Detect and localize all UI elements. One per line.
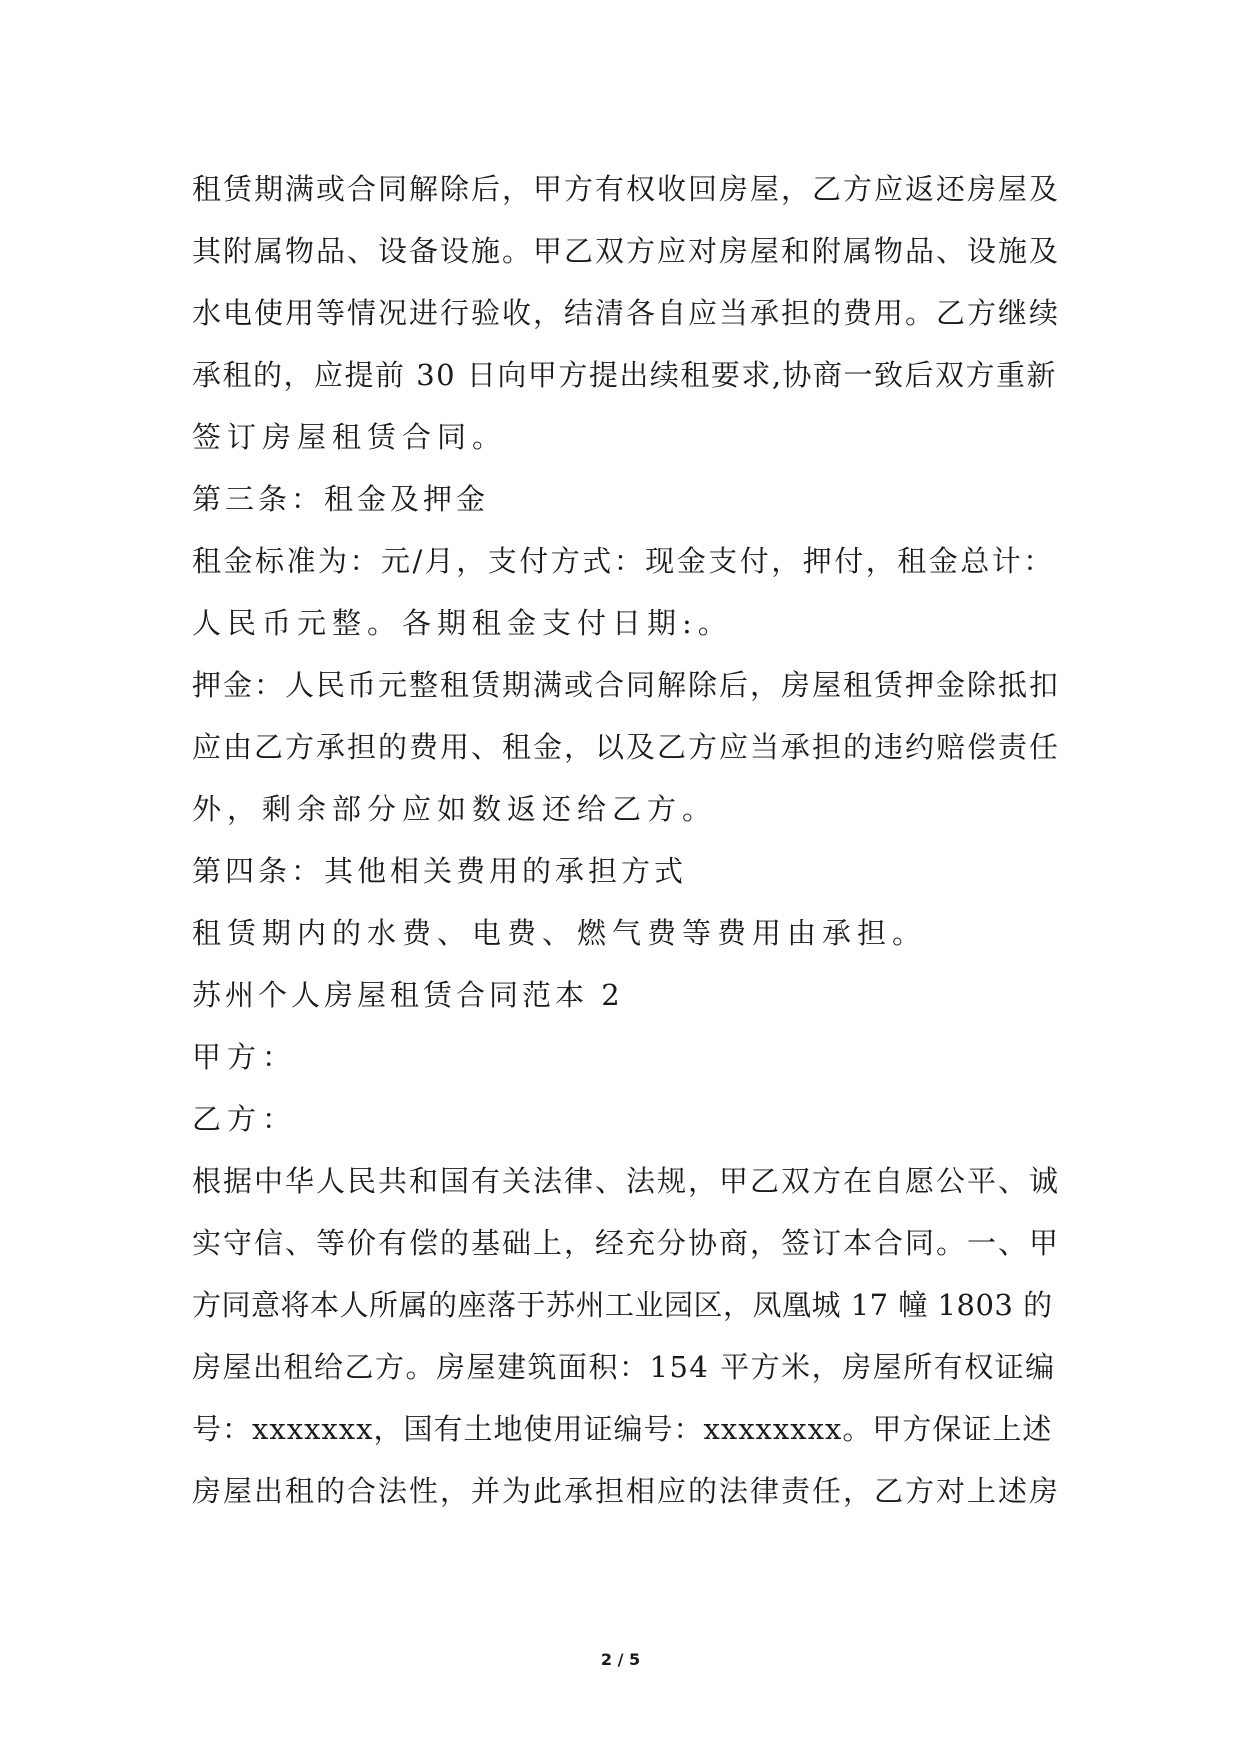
text-line: 租金标准为：元/月，支付方式：现金支付，押付，租金总计： <box>192 544 1055 578</box>
text-line: 人民币元整。各期租金支付日期:。 <box>192 606 733 640</box>
text-line: 外，剩余部分应如数返还给乙方。 <box>192 792 718 826</box>
contract-title: 苏州个人房屋租赁合同范本 2 <box>192 978 624 1012</box>
text-line: 水电使用等情况进行验收，结清各自应当承担的费用。乙方继续 <box>192 296 1061 330</box>
text-line: 号：xxxxxxx，国有土地使用证编号：xxxxxxxx。甲方保证上述 <box>192 1412 1053 1446</box>
section-heading: 第三条：租金及押金 <box>192 482 490 516</box>
text-line: 租赁期内的水费、电费、燃气费等费用由承担。 <box>192 916 928 950</box>
text-line: 承租的，应提前 30 日向甲方提出续租要求,协商一致后双方重新 <box>192 358 1058 392</box>
text-line: 房屋出租的合法性，并为此承担相应的法律责任，乙方对上述房 <box>192 1474 1061 1508</box>
text-line: 租赁期满或合同解除后，甲方有权收回房屋，乙方应返还房屋及 <box>192 172 1061 206</box>
party-a-label: 甲方： <box>192 1040 298 1074</box>
document-body <box>192 158 1062 1522</box>
text-line: 根据中华人民共和国有关法律、法规，甲乙双方在自愿公平、诚 <box>192 1164 1061 1198</box>
section-heading: 第四条：其他相关费用的承担方式 <box>192 854 688 888</box>
text-line: 签订房屋租赁合同。 <box>192 420 508 454</box>
party-b-label: 乙方： <box>192 1102 298 1136</box>
text-line: 房屋出租给乙方。房屋建筑面积：154 平方米，房屋所有权证编 <box>192 1350 1056 1384</box>
page-number: 2 / 5 <box>600 1650 641 1669</box>
text-line: 押金：人民币元整租赁期满或合同解除后，房屋租赁押金除抵扣 <box>192 668 1061 702</box>
text-line: 方同意将本人所属的座落于苏州工业园区，凤凰城 17 幢 1803 的 <box>192 1288 1053 1322</box>
text-line: 其附属物品、设备设施。甲乙双方应对房屋和附属物品、设施及 <box>192 234 1061 268</box>
text-line: 应由乙方承担的费用、租金，以及乙方应当承担的违约赔偿责任 <box>192 730 1061 764</box>
text-line: 实守信、等价有偿的基础上，经充分协商，签订本合同。一、甲 <box>192 1226 1061 1260</box>
